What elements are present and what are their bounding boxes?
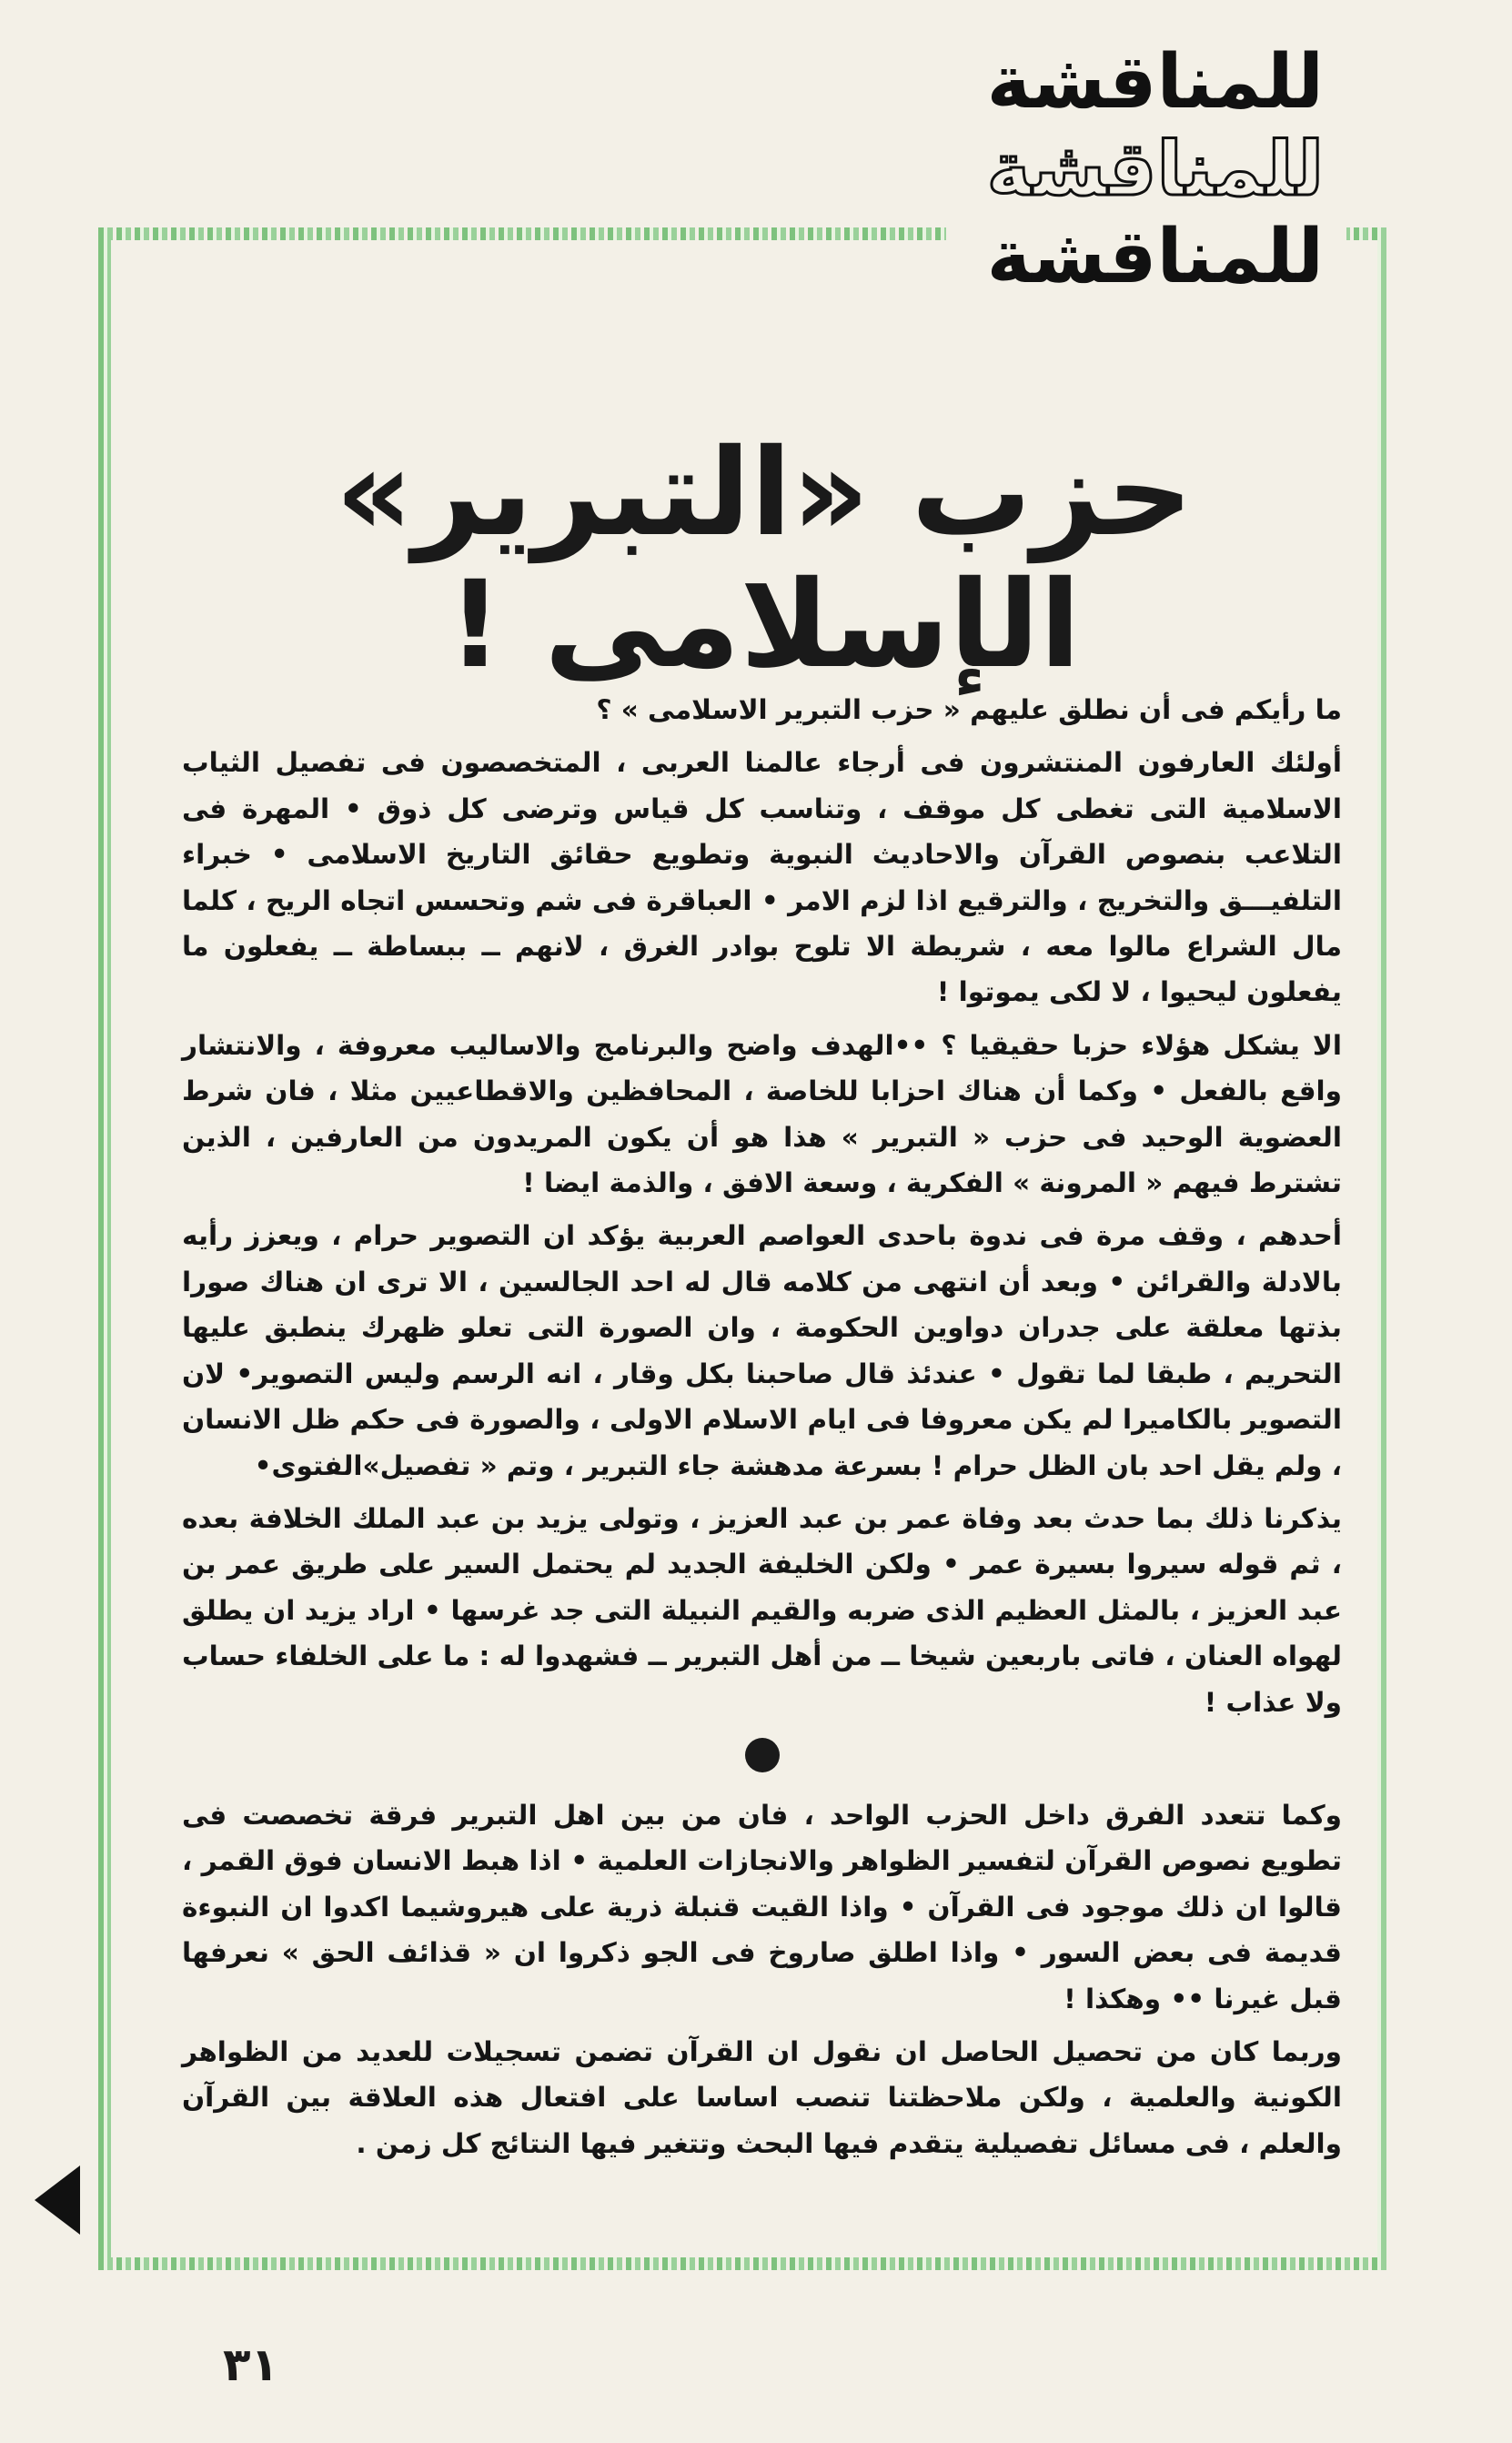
section-heading-line: للمناقشة [986, 126, 1324, 213]
section-heading [978, 39, 1324, 308]
paragraph: أحدهم ، وقف مرة فى ندوة باحدى العواصم العربية يؤكد ان التصوير حرام ، ويعزز رأيه بالادلة والقرائن • وبعد أن انتهى من كلامه قال له احد الجالسين ، الا ترى ان هناك صورا بذتها معلقة على جدران دواوين الحكومة ، وان الصورة التى تعلو ظهرك ينطبق عليها التحريم ، طبقا لما تقول • عندئذ قال صاحبنا بكل وقار ، انه الرسم وليس التصوير• لان التصوير بالكاميرا لم يكن معروفا فى ايام الاسلام الاولى ، والصورة فى حكم ظل الانسان ، ولم يقل احد بان الظل حرام ! بسرعة مدهشة جاء التبرير ، وتم « تفصيل»الفتوى• [182, 1220, 1342, 1481]
paragraph: يذكرنا ذلك بما حدث بعد وفاة عمر بن عبد العزيز ، وتولى يزيد بن عبد الملك الخلافة بعده ، ثم قوله سيروا بسيرة عمر • ولكن الخليفة الجديد لم يحتمل السير على طريق عمر بن عبد العزيز ، بالمثل العظيم الذى ضربه والقيم النبيلة التى جد غرسها • اراد يزيد ان يطلق لهواه العنان ، فاتى باربعين شيخا ــ من أهل التبرير ــ فشهدوا له : ما على الخلفاء حساب ولا عذاب ! [182, 1502, 1342, 1718]
section-heading-line: للمناقشة [986, 214, 1324, 300]
paragraph: الا يشكل هؤلاء حزبا حقيقيا ؟ ••الهدف واضح والبرنامج والاساليب معروفة ، والانتشار واقع بالفعل • وكما أن هناك احزابا للخاصة ، المحافظين والاقطاعيين مثلا ، فان شرط العضوية الوحيد فى حزب « التبرير » هذا هو أن يكون المريدون من العارفين ، الذين تشترط فيهم « المرونة » الفكرية ، وسعة الافق ، والذمة ايضا ! [182, 1029, 1342, 1199]
article-title: حزب «التبرير» الإسلامى ! [335, 423, 1194, 696]
section-divider-dot [745, 1738, 780, 1772]
paragraph: أولئك العارفون المنتشرون فى أرجاء عالمنا العربى ، المتخصصون فى تفصيل الثياب الاسلامية التى تغطى كل موقف ، وتناسب كل قياس وترضى كل ذوق • المهرة فى التلاعب بنصوص القرآن والاحاديث النبوية وتطويع حقائق التاريخ الاسلامى • خبراء التلفيـــق والتخريج ، والترقيع اذا لزم الامر • العباقرة فى شم وتحسس اتجاه الريح ، كلما مال الشراع مالوا معه ، شريطة الا تلوح بوادر الغرق ، لانهم ــ ببساطة ــ يفعلون ما يفعلون ليحيوا ، لا لكى يموتوا ! [182, 747, 1342, 1008]
section-heading-line: للمناقشة [986, 39, 1324, 126]
page-number: ٣١ [223, 2338, 279, 2391]
article-body [182, 687, 1342, 2174]
paragraph: ما رأيكم فى أن نطلق عليهم « حزب التبرير الاسلامى » ؟ [596, 694, 1342, 725]
paragraph: وكما تتعدد الفرق داخل الحزب الواحد ، فان من بين اهل التبرير فرقة تخصصت فى تطويع نصوص القرآن لتفسير الظواهر والانجازات العلمية • اذا هبط الانسان فوق القمر ، قالوا ان ذلك موجود فى القرآن • واذا القيت قنبلة ذرية على هيروشيما اكدوا ان النبوءة قديمة فى بعض السور • واذا اطلق صاروخ فى الجو ذكروا ان « قذائف الحق » نعرفها قبل غيرنا •• وهكذا ! [182, 1799, 1342, 2014]
paragraph: وربما كان من تحصيل الحاصل ان نقول ان القرآن تضمن تسجيلات للعديد من الظواهر الكونية والعلمية ، ولكن ملاحظتنا تنصب اساسا على افتعال هذه العلاقة بين القرآن والعلم ، فى مسائل تفصيلية يتقدم فيها البحث وتتغير فيها النتائج كل زمن . [182, 2035, 1342, 2159]
continue-arrow-icon [35, 2165, 80, 2235]
